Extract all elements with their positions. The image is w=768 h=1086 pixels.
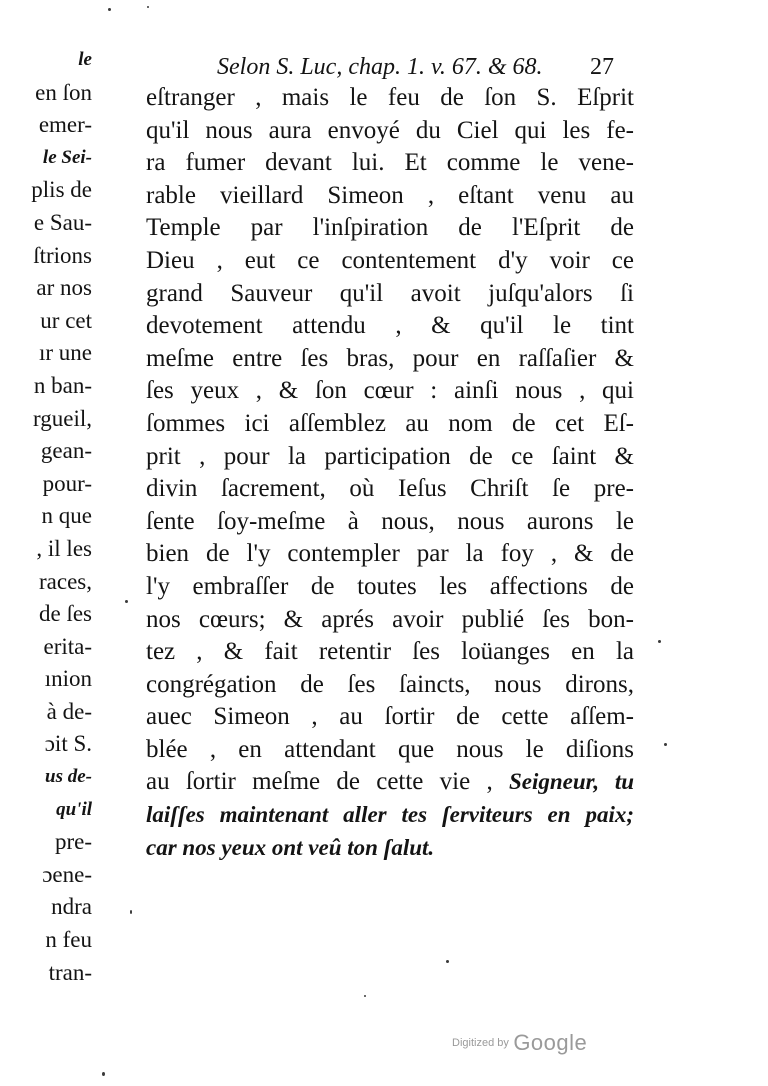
margin-line: pre-	[54, 829, 92, 855]
text-line: qu'il nous aura envoyé du Ciel qui les fe-	[146, 116, 634, 144]
text-line: l'y embraſſer de toutes les affections de	[146, 572, 634, 600]
text-line: eſtranger , mais le feu de ſon S. Eſprit	[146, 84, 634, 111]
margin-line: à de-	[46, 698, 92, 724]
margin-line: le Sei-	[42, 146, 92, 168]
text-line: nos cœurs; & aprés avoir publié ſes bon-	[146, 605, 634, 633]
text-line: blée , en attendant que nous le diſions	[146, 735, 634, 763]
margin-line: emer-	[38, 112, 92, 138]
body-text	[146, 82, 634, 864]
text-line: car nos yeux ont veû ton ſalut.	[146, 834, 435, 860]
text-line: ſommes ici aſſemblez au nom de cet Eſ-	[146, 409, 634, 437]
text-line: prit , pour la participation de ce ſaint &	[146, 442, 634, 470]
text-line: Temple par l'inſpiration de l'Eſprit de	[146, 214, 634, 242]
margin-line: ndra	[51, 894, 92, 920]
text-line: laiſſes maintenant aller tes ſerviteurs en paix;	[146, 802, 634, 828]
scan-speck	[108, 8, 111, 11]
margin-line: n ban-	[33, 372, 92, 398]
scan-speck	[147, 6, 149, 8]
margin-line: ur cet	[40, 307, 92, 333]
margin-line: erita-	[43, 633, 92, 659]
margin-line: ınion	[44, 666, 92, 692]
scan-speck	[658, 640, 661, 643]
text-line: ſes yeux , & ſon cœur : ainſi nous , qui	[146, 377, 634, 405]
margin-line: qu'il	[56, 798, 92, 820]
text-line: devotement attendu , & qu'il le tint	[146, 312, 634, 340]
margin-line: ɔene-	[42, 861, 92, 887]
text-line: congrégation de ſes ſaincts, nous dirons,	[146, 670, 634, 698]
text-line: auec Simeon , au ſortir de cette aſſem-	[146, 703, 634, 731]
margin-line: plis de	[31, 177, 92, 203]
margin-line: rgueil,	[33, 405, 92, 431]
text-line: rable vieillard Simeon , eſtant venu au	[146, 181, 634, 209]
text-line: grand Sauveur qu'il avoit juſqu'alors ſi	[146, 279, 634, 307]
margin-line: races,	[39, 568, 92, 594]
margin-line: tran-	[48, 959, 92, 985]
text-line: ſente ſoy-meſme à nous, nous aurons le	[146, 507, 634, 535]
scan-speck	[130, 910, 132, 914]
text-line: divin ſacrement, où Ieſus Chriſt ſe pre-	[146, 475, 634, 503]
margin-line: ɔit S.	[44, 731, 92, 757]
margin-line: le	[78, 49, 92, 70]
text-line: Dieu , eut ce contentement d'y voir ce	[146, 246, 634, 274]
margin-line: pour-	[42, 470, 92, 496]
margin-line: gean-	[40, 438, 92, 464]
scan-speck	[102, 1072, 105, 1076]
text-run: au ſortir meſme de cette vie ,	[146, 768, 509, 796]
margin-line: e Sau-	[33, 209, 92, 235]
text-line: meſme entre ſes bras, pour en raſſaſier &	[146, 344, 634, 372]
margin-line: ar nos	[36, 275, 92, 301]
margin-line: en ſon	[35, 79, 92, 105]
margin-line: us de-	[45, 766, 92, 788]
margin-line: ır une	[38, 340, 92, 366]
page-number: 27	[590, 54, 614, 80]
margin-line: ſtrions	[33, 242, 92, 268]
scan-speck	[446, 960, 449, 963]
scan-speck	[364, 995, 366, 997]
text-line: tez , & fait retentir ſes loüanges en la	[146, 638, 634, 666]
quotation-text: Seigneur, tu	[508, 769, 634, 795]
margin-line: de ſes	[38, 601, 92, 627]
text-line: bien de l'y contempler par la foy , & de	[146, 540, 634, 568]
margin-line: n que	[41, 503, 92, 529]
digitized-by-google-watermark	[452, 1030, 587, 1056]
margin-line: , il les	[36, 535, 92, 561]
scan-speck	[664, 743, 667, 746]
scan-speck	[125, 600, 128, 603]
text-line	[146, 766, 634, 799]
facing-page-margin	[0, 44, 112, 989]
margin-line: n feu	[45, 927, 92, 953]
running-head: Selon S. Luc, chap. 1. v. 67. & 68.	[217, 54, 543, 80]
watermark-small: Digitized by	[452, 1037, 509, 1049]
text-line: ra fumer devant lui. Et comme le vene-	[146, 149, 634, 177]
watermark-logo: Google	[513, 1030, 588, 1055]
